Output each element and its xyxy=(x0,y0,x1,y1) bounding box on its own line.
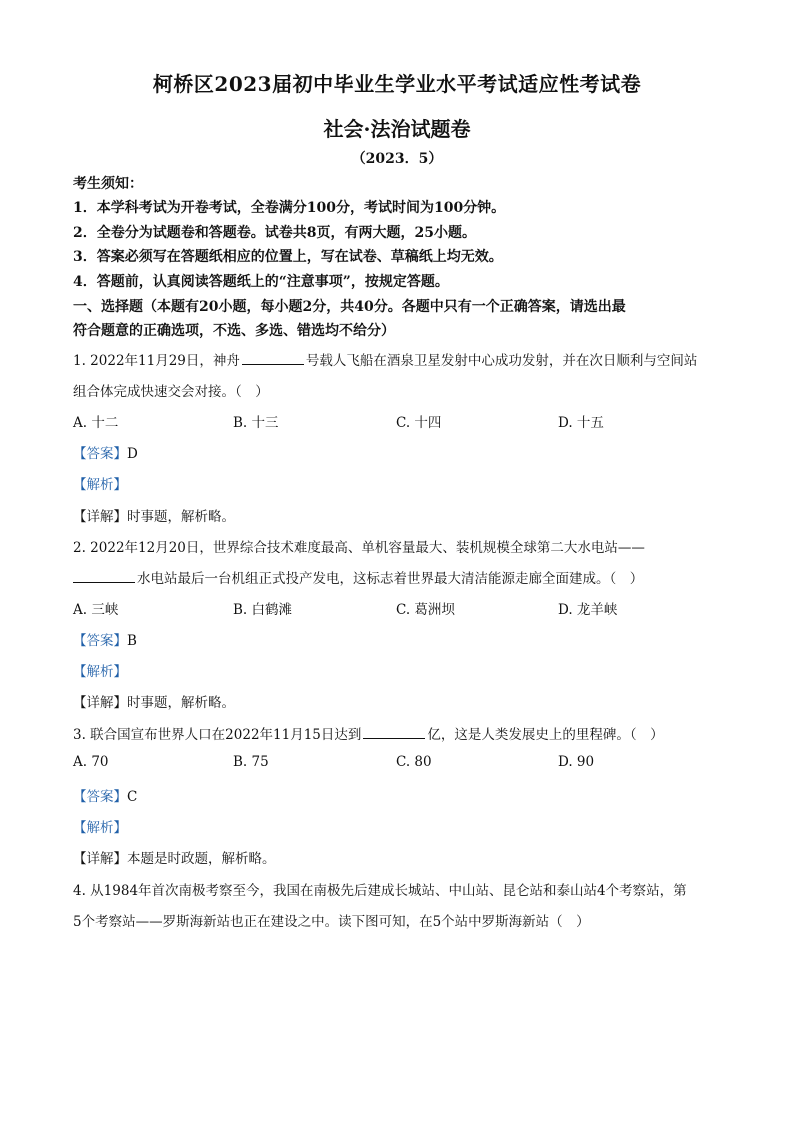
question-3-option-c: C. 80 xyxy=(396,754,432,770)
notice-item: 3．答案必须写在答题纸相应的位置上，写在试卷、草稿纸上均无效。 xyxy=(73,249,503,265)
question-4-stem: 4. 从1984年首次南极考察至今，我国在南极先后建成长城站、中山站、昆仑站和泰山站4个考察站，第 xyxy=(73,883,687,899)
question-4-stem-cont: 5个考察站——罗斯海新站也正在建设之中。读下图可知，在5个站中罗斯海新站（ ） xyxy=(73,914,590,930)
question-2-option-b: B. 白鹤滩 xyxy=(233,602,293,618)
question-2-option-d: D. 龙羊峡 xyxy=(558,602,618,618)
answer-blank xyxy=(242,352,304,365)
question-2-answer: 【答案】B xyxy=(73,633,137,649)
answer-blank xyxy=(363,726,425,739)
question-2-analysis: 【解析】 xyxy=(73,664,127,680)
question-3-stem: 3. 联合国宣布世界人口在2022年11月15日达到 亿，这是人类发展史上的里程碑。（ ） xyxy=(73,727,664,743)
question-2-stem-cont: 水电站最后一台机组正式投产发电，这标志着世界最大清洁能源走廊全面建成。（ ） xyxy=(73,567,643,587)
question-3-option-b: B. 75 xyxy=(233,754,269,770)
exam-date: （2023．5） xyxy=(351,151,443,167)
question-2-option-c: C. 葛洲坝 xyxy=(396,602,455,618)
question-3-detail: 【详解】本题是时政题，解析略。 xyxy=(73,851,276,867)
question-1-option-b: B. 十三 xyxy=(233,415,279,431)
question-1-option-c: C. 十四 xyxy=(396,415,442,431)
notice-item: 2．全卷分为试题卷和答题卷。试卷共8页，有两大题，25小题。 xyxy=(73,225,476,241)
question-3-analysis: 【解析】 xyxy=(73,820,127,836)
question-2-stem: 2. 2022年12月20日，世界综合技术难度最高、单机容量最大、装机规模全球第二大水电站—— xyxy=(73,540,645,556)
question-1-detail: 【详解】时事题，解析略。 xyxy=(73,509,235,525)
notice-item: 1．本学科考试为开卷考试，全卷满分100分，考试时间为100分钟。 xyxy=(73,200,506,216)
exam-title: 柯桥区2023届初中毕业生学业水平考试适应性考试卷 xyxy=(152,72,642,96)
question-1-stem: 1. 2022年11月29日，神舟 号载人飞船在酒泉卫星发射中心成功发射，并在次日顺利与空间站 xyxy=(73,353,698,369)
subject-title: 社会·法治试题卷 xyxy=(323,117,471,141)
question-2-option-a: A. 三峡 xyxy=(73,602,119,618)
question-1-analysis: 【解析】 xyxy=(73,477,127,493)
question-3-answer: 【答案】C xyxy=(73,789,138,805)
question-3-option-a: A. 70 xyxy=(73,754,109,770)
question-1-answer: 【答案】D xyxy=(73,446,138,462)
notice-heading: 考生须知： xyxy=(73,176,143,192)
question-1-stem-cont: 组合体完成快速交会对接。（ ） xyxy=(73,384,269,400)
answer-blank xyxy=(73,570,135,583)
question-1-option-d: D. 十五 xyxy=(558,415,604,431)
notice-item: 4．答题前，认真阅读答题纸上的“注意事项”，按规定答题。 xyxy=(73,274,449,290)
question-2-detail: 【详解】时事题，解析略。 xyxy=(73,695,235,711)
question-3-option-d: D. 90 xyxy=(558,754,595,770)
question-1-option-a: A. 十二 xyxy=(73,415,119,431)
section-heading-cont: 符合题意的正确选项，不选、多选、错选均不给分） xyxy=(73,323,395,339)
section-heading: 一、选择题（本题有20小题，每小题2分，共40分。各题中只有一个正确答案，请选出最 xyxy=(73,299,626,315)
